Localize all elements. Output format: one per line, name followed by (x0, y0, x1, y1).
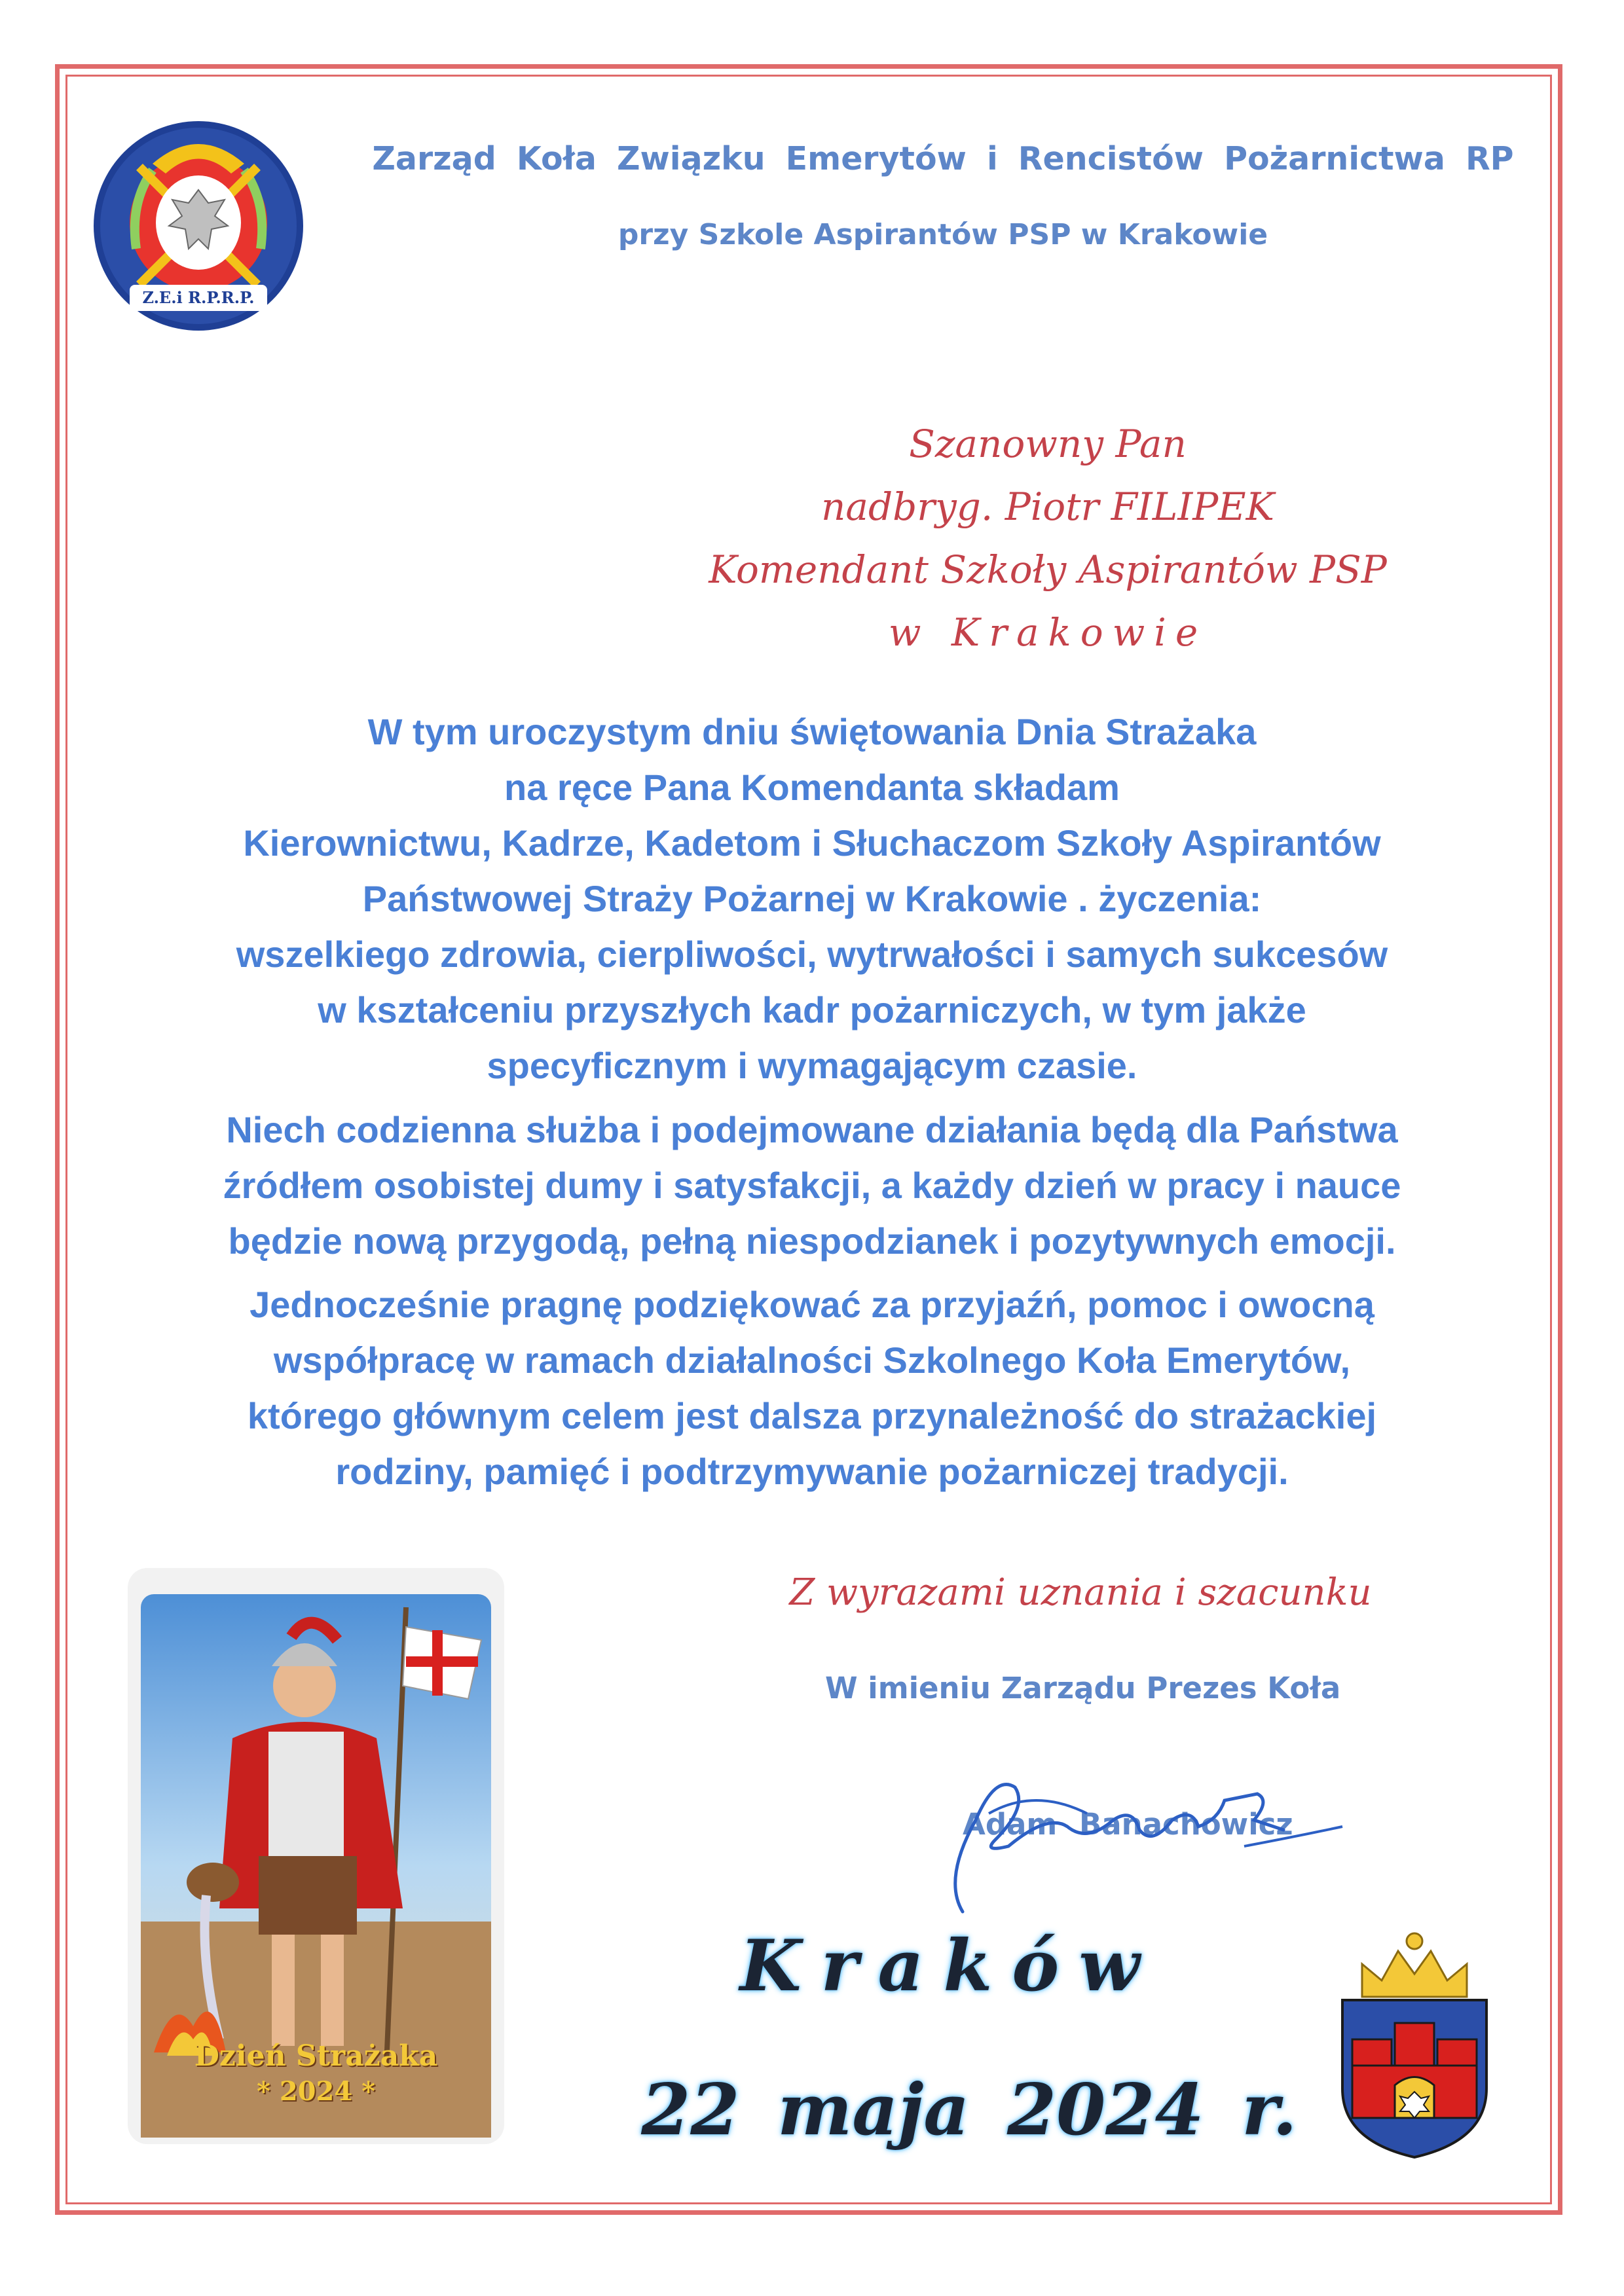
paragraph-line: specyficznym i wymagającym czasie. (487, 1045, 1137, 1086)
paragraph-line: będzie nową przygodą, pełną niespodzianek i pozytywnych emocji. (228, 1220, 1396, 1262)
card-year: * 2024 * (256, 2076, 375, 2107)
card-title: Dzień Strażaka (194, 2039, 438, 2073)
letter-paragraph-2 (92, 1102, 1532, 1269)
on-behalf-line: W imieniu Zarządu Prezes Koła (825, 1671, 1341, 1705)
paragraph-line: rodziny, pamięć i podtrzymywanie pożarniczej tradycji. (335, 1451, 1289, 1492)
paragraph-line: Niech codzienna służba i podejmowane działania będą dla Państwa (226, 1109, 1398, 1150)
krakow-coat-of-arms (1316, 1925, 1513, 2160)
signer-name: Adam Banachowicz (963, 1807, 1293, 1842)
addressee-name: nadbryg. Piotr FILIPEK (821, 484, 1274, 529)
paragraph-line: którego głównym celem jest dalsza przynależność do strażackiej (247, 1395, 1377, 1436)
addressee-position: Komendant Szkoły Aspirantów PSP (709, 547, 1387, 592)
letter-date: 22 maja 2024 r. (641, 2069, 1297, 2151)
paragraph-line: w kształceniu przyszłych kadr pożarniczych, w tym jakże (318, 989, 1306, 1030)
paragraph-line: Państwowej Straży Pożarnej w Krakowie . życzenia: (362, 878, 1262, 919)
organization-name: Zarząd Koła Związku Emerytów i Rencistów Pożarnictwa RP (372, 140, 1514, 177)
paragraph-line: wszelkiego zdrowia, cierpliwości, wytrwałości i samych sukcesów (236, 934, 1388, 975)
paragraph-line: W tym uroczystym dniu świętowania Dnia Strażaka (367, 711, 1257, 752)
emblem-text: Z.E.i R.P.R.P. (142, 288, 255, 307)
addressee-salutation: Szanowny Pan (909, 422, 1187, 466)
addressee-block (655, 412, 1441, 664)
organization-emblem (90, 118, 306, 334)
paragraph-line: na ręce Pana Komendanta składam (504, 767, 1120, 808)
letter-paragraph-3 (92, 1277, 1532, 1499)
organization-subtitle: przy Szkole Aspirantów PSP w Krakowie (618, 218, 1268, 251)
paragraph-line: Jednocześnie pragnę podziękować za przyjaźń, pomoc i owocną (249, 1284, 1375, 1325)
addressee-city: w Krakowie (888, 610, 1208, 655)
paragraph-line: Kierownictwu, Kadrze, Kadetom i Słuchaczom Szkoły Aspirantów (243, 822, 1381, 864)
closing-regards: Z wyrazami uznania i szacunku (789, 1571, 1372, 1614)
paragraph-line: współpracę w ramach działalności Szkolnego Koła Emerytów, (273, 1339, 1351, 1381)
letter-paragraph-1 (92, 704, 1532, 1093)
paragraph-line: źródłem osobistej dumy i satysfakcji, a każdy dzień w pracy i nauce (223, 1165, 1401, 1206)
handwritten-signature (917, 1715, 1349, 1925)
saint-florian-card (128, 1568, 504, 2144)
place-name: Kraków (739, 1925, 1160, 2007)
